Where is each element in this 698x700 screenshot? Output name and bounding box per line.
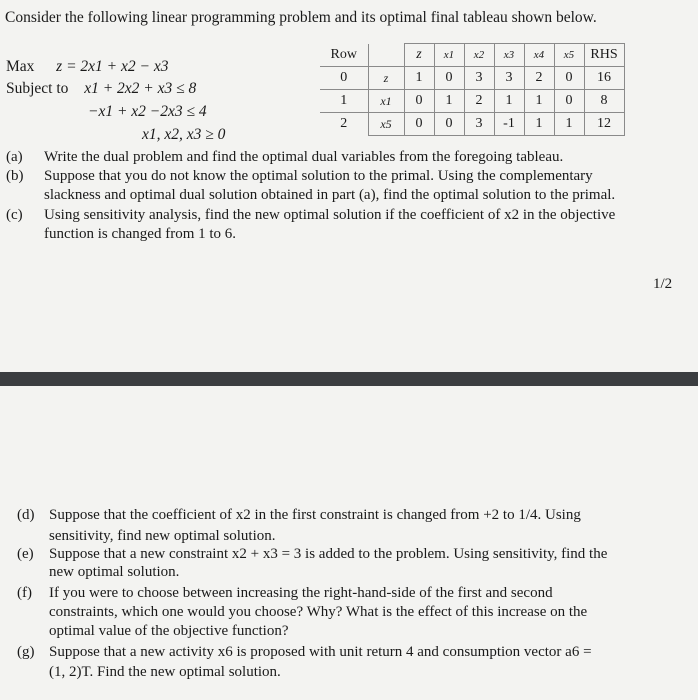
question-label: (d) [17,507,35,523]
header-row: Row [320,44,368,67]
question-text: new optimal solution. [49,564,180,580]
question-text: slackness and optimal dual solution obtained in part (a), find the optimal solution to the primal. [44,187,616,203]
question-text: Suppose that you do not know the optimal solution to the primal. Using the complementary [44,168,593,184]
tableau-row [320,113,624,136]
tableau-row [320,90,624,113]
cell: 8 [584,90,624,113]
header-rhs: RHS [584,44,624,67]
max-label: Max [6,58,35,75]
header-z: z [404,44,434,67]
cell: 1 [524,113,554,136]
header-x4: x4 [524,44,554,67]
question-text: Write the dual problem and find the optimal dual variables from the foregoing tableau. [44,149,564,165]
cell: 0 [434,67,464,90]
question-label: (a) [6,149,23,165]
tableau-row [320,67,624,90]
header-x1: x1 [434,44,464,67]
header-x3: x3 [494,44,524,67]
cell: 1 [554,113,584,136]
cell: -1 [494,113,524,136]
question-label: (g) [17,644,35,660]
question-text: sensitivity, find new optimal solution. [49,528,276,544]
subject-to-label: Subject to [6,80,69,97]
cell: 0 [404,113,434,136]
question-text: Suppose that a new constraint x2 + x3 = 3 is added to the problem. Using sensitivity, find the [49,546,608,562]
question-label: (e) [17,546,34,562]
question-text: If you were to choose between increasing the right-hand-side of the first and second [49,585,553,601]
constraint1-line [6,80,196,98]
cell: 3 [464,113,494,136]
cell: 0 [554,90,584,113]
cell: 1 [404,67,434,90]
question-text: Suppose that the coefficient of x2 in the first constraint is changed from +2 to 1/4. Using [49,507,581,523]
constraint1: x1 + 2x2 + x3 ≤ 8 [84,80,197,97]
nonnegativity: x1, x2, x3 ≥ 0 [142,126,226,143]
question-text: function is changed from 1 to 6. [44,226,237,242]
cell: 1 [320,90,368,113]
cell: x1 [368,90,404,113]
header-basic [368,44,404,67]
cell: 0 [404,90,434,113]
header-x5: x5 [554,44,584,67]
cell: 3 [494,67,524,90]
cell: 2 [464,90,494,113]
question-text: Suppose that a new activity x6 is proposed with unit return 4 and consumption vector a6 = [49,644,592,660]
question-label: (b) [6,168,24,184]
cell: 1 [524,90,554,113]
header-x2: x2 [464,44,494,67]
cell: 0 [554,67,584,90]
question-text: Using sensitivity analysis, find the new optimal solution if the coefficient of x2 in the objective [44,207,616,223]
cell: 3 [464,67,494,90]
cell: 0 [434,113,464,136]
cell: 2 [320,113,368,136]
question-text: optimal value of the objective function? [49,623,289,639]
objective-expression: z = 2x1 + x2 − x3 [56,58,169,75]
cell: z [368,67,404,90]
cell: 1 [434,90,464,113]
problem-title: Consider the following linear programming problem and its optimal final tableau shown below. [5,9,597,26]
cell: 16 [584,67,624,90]
constraint2: −x1 + x2 −2x3 ≤ 4 [88,103,207,120]
cell: 1 [494,90,524,113]
tableau-header-row [320,44,624,67]
page-separator [0,372,698,386]
objective-line [6,58,168,76]
cell: x5 [368,113,404,136]
page-number: 1/2 [653,276,673,292]
question-label: (c) [6,207,23,223]
question-text: (1, 2)T. Find the new optimal solution. [49,664,281,680]
question-label: (f) [17,585,32,601]
cell: 12 [584,113,624,136]
final-tableau [320,43,625,136]
cell: 2 [524,67,554,90]
question-text: constraints, which one would you choose? Why? What is the effect of this increase on the [49,604,588,620]
cell: 0 [320,67,368,90]
